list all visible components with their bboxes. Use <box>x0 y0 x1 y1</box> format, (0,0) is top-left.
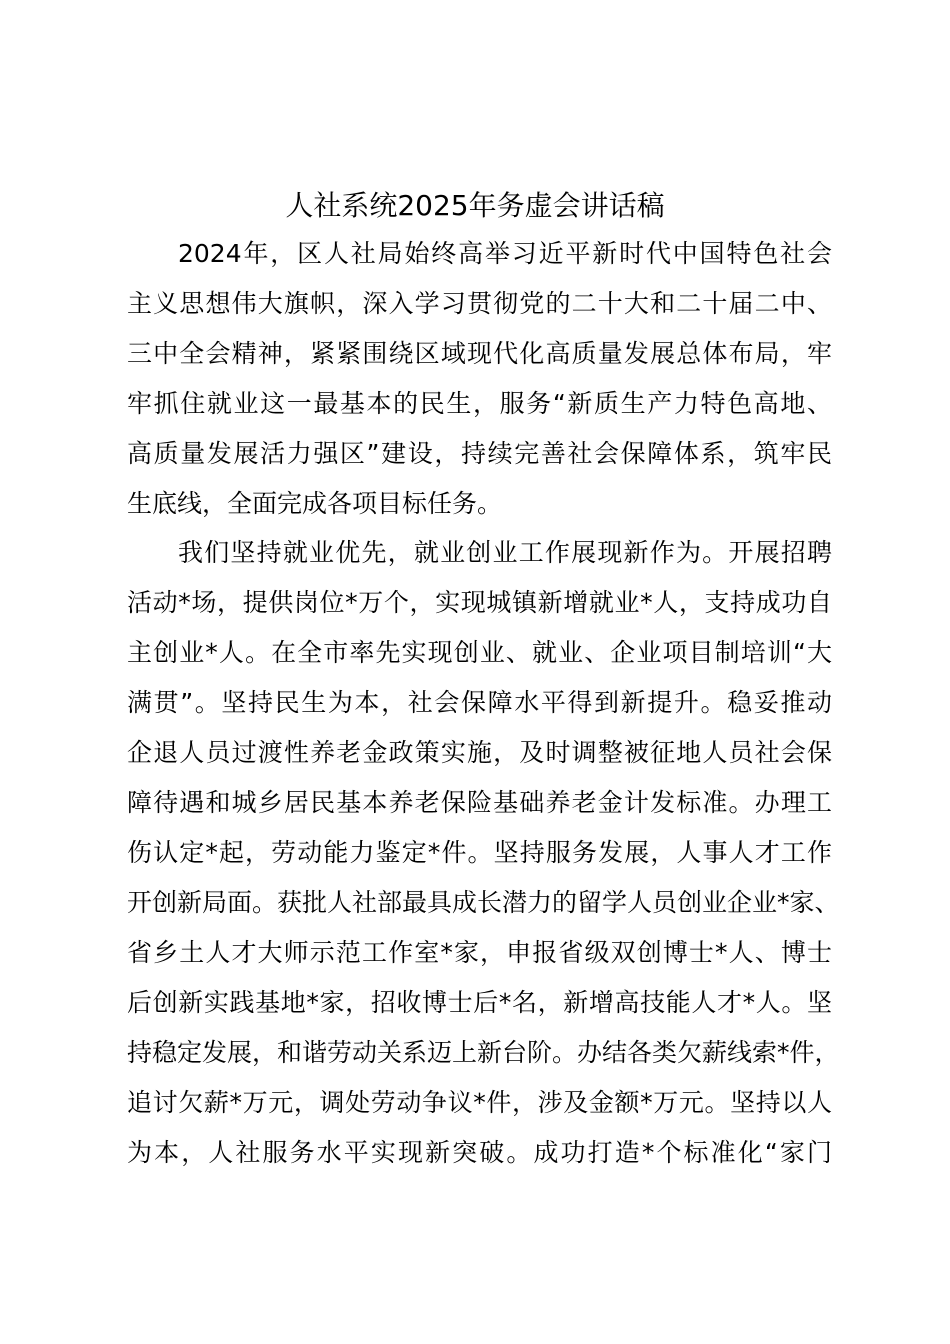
paragraph-line: 主义思想伟大旗帜，深入学习贯彻党的二十大和二十届二中、 <box>127 289 832 318</box>
paragraph-line: 追讨欠薪*万元，调处劳动争议*件，涉及金额*万元。坚持以人 <box>127 1088 832 1117</box>
paragraph-line: 主创业*人。在全市率先实现创业、就业、企业项目制培训“大 <box>127 638 832 667</box>
paragraph-line: 省乡土人才大师示范工作室*家，申报省级双创博士*人、博士 <box>127 938 832 967</box>
paragraph-line: 障待遇和城乡居民基本养老保险基础养老金计发标准。办理工 <box>127 788 832 817</box>
paragraph-line: 牢抓住就业这一最基本的民生，服务“新质生产力特色高地、 <box>127 389 832 418</box>
paragraph-line: 持稳定发展，和谐劳动关系迈上新台阶。办结各类欠薪线索*件， <box>127 1038 840 1067</box>
paragraph-line: 伤认定*起，劳动能力鉴定*件。坚持服务发展，人事人才工作 <box>127 838 832 867</box>
paragraph-line: 为本，人社服务水平实现新突破。成功打造*个标准化“家门 <box>127 1138 832 1167</box>
paragraph-line: 我们坚持就业优先，就业创业工作展现新作为。开展招聘 <box>178 538 832 567</box>
paragraph-line: 开创新局面。获批人社部最具成长潜力的留学人员创业企业*家、 <box>127 888 840 917</box>
document-title: 人社系统2025年务虚会讲话稿 <box>285 189 665 222</box>
paragraph-line: 2024年，区人社局始终高举习近平新时代中国特色社会 <box>178 239 832 268</box>
paragraph-line: 高质量发展活力强区”建设，持续完善社会保障体系，筑牢民 <box>127 439 832 468</box>
paragraph-line: 企退人员过渡性养老金政策实施，及时调整被征地人员社会保 <box>127 738 832 767</box>
paragraph-line: 活动*场，提供岗位*万个，实现城镇新增就业*人，支持成功自 <box>127 588 832 617</box>
paragraph-line: 后创新实践基地*家，招收博士后*名，新增高技能人才*人。坚 <box>127 988 832 1017</box>
paragraph-line: 满贯”。坚持民生为本，社会保障水平得到新提升。稳妥推动 <box>127 688 832 717</box>
paragraph-line: 生底线，全面完成各项目标任务。 <box>127 489 503 518</box>
paragraph-line: 三中全会精神，紧紧围绕区域现代化高质量发展总体布局，牢 <box>127 339 832 368</box>
